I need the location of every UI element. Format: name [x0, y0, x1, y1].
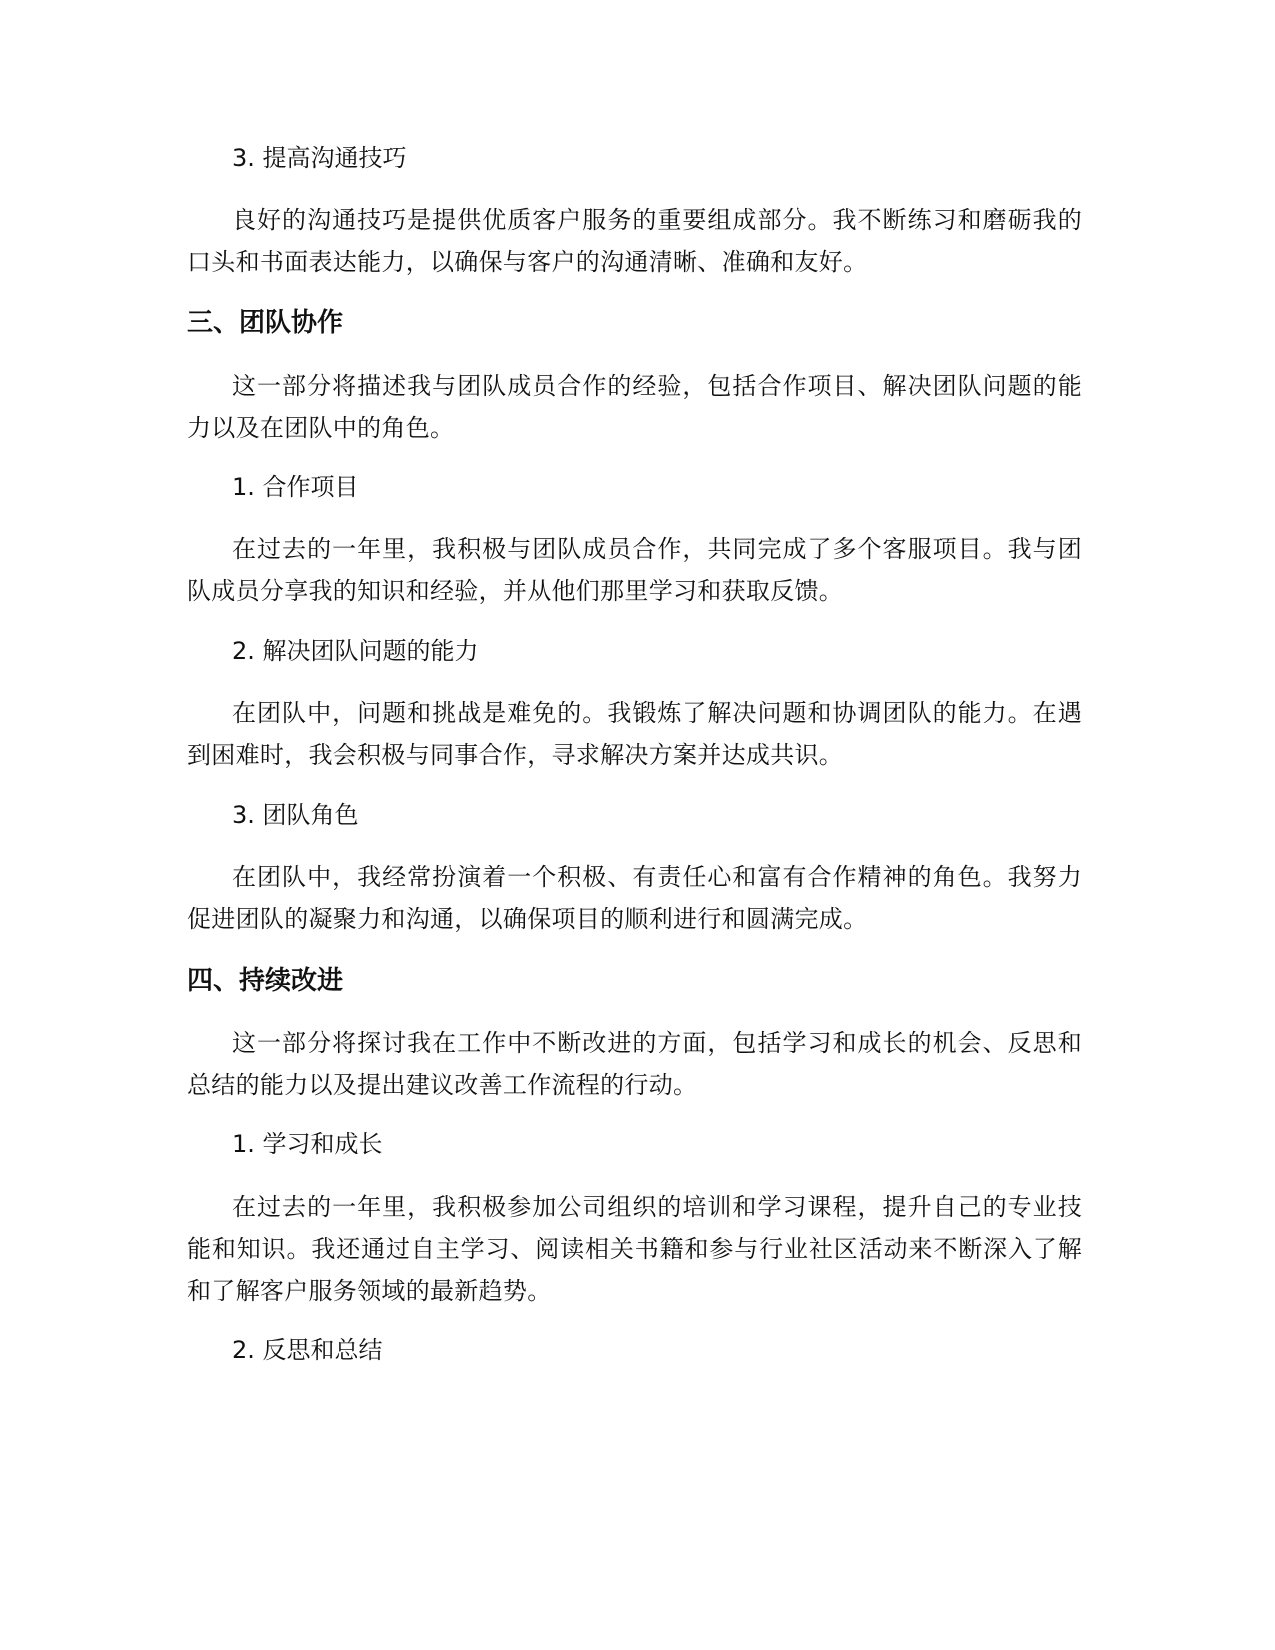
paragraph-improvement-intro: 这一部分将探讨我在工作中不断改进的方面，包括学习和成长的机会、反思和总结的能力以及提出建议改善工作流程的行动。	[187, 1029, 1082, 1099]
subsection-title-projects: 1. 合作项目	[232, 473, 359, 501]
paragraph-problem-solving: 在团队中，问题和挑战是难免的。我锻炼了解决问题和协调团队的能力。在遇到困难时，我会积极与同事合作，寻求解决方案并达成共识。	[187, 699, 1082, 769]
subsection-title-reflection: 2. 反思和总结	[232, 1336, 383, 1364]
subsection-title-learning: 1. 学习和成长	[232, 1130, 383, 1158]
paragraph-learning: 在过去的一年里，我积极参加公司组织的培训和学习课程，提升自己的专业技能和知识。我还通过自主学习、阅读相关书籍和参与行业社区活动来不断深入了解和了解客户服务领域的最新趋势。	[187, 1193, 1082, 1305]
subsection-title-team-role: 3. 团队角色	[232, 801, 359, 829]
subsection-title-communication: 3. 提高沟通技巧	[232, 144, 407, 172]
paragraph-team-role: 在团队中，我经常扮演着一个积极、有责任心和富有合作精神的角色。我努力促进团队的凝聚力和沟通，以确保项目的顺利进行和圆满完成。	[187, 863, 1082, 933]
paragraph-communication: 良好的沟通技巧是提供优质客户服务的重要组成部分。我不断练习和磨砺我的口头和书面表达能力，以确保与客户的沟通清晰、准确和友好。	[187, 206, 1082, 276]
section-heading-improvement: 四、持续改进	[187, 966, 344, 996]
section-heading-teamwork: 三、团队协作	[187, 308, 344, 338]
subsection-title-problem-solving: 2. 解决团队问题的能力	[232, 637, 479, 665]
paragraph-teamwork-intro: 这一部分将描述我与团队成员合作的经验，包括合作项目、解决团队问题的能力以及在团队中的角色。	[187, 372, 1082, 442]
paragraph-projects: 在过去的一年里，我积极与团队成员合作，共同完成了多个客服项目。我与团队成员分享我的知识和经验，并从他们那里学习和获取反馈。	[187, 535, 1082, 605]
